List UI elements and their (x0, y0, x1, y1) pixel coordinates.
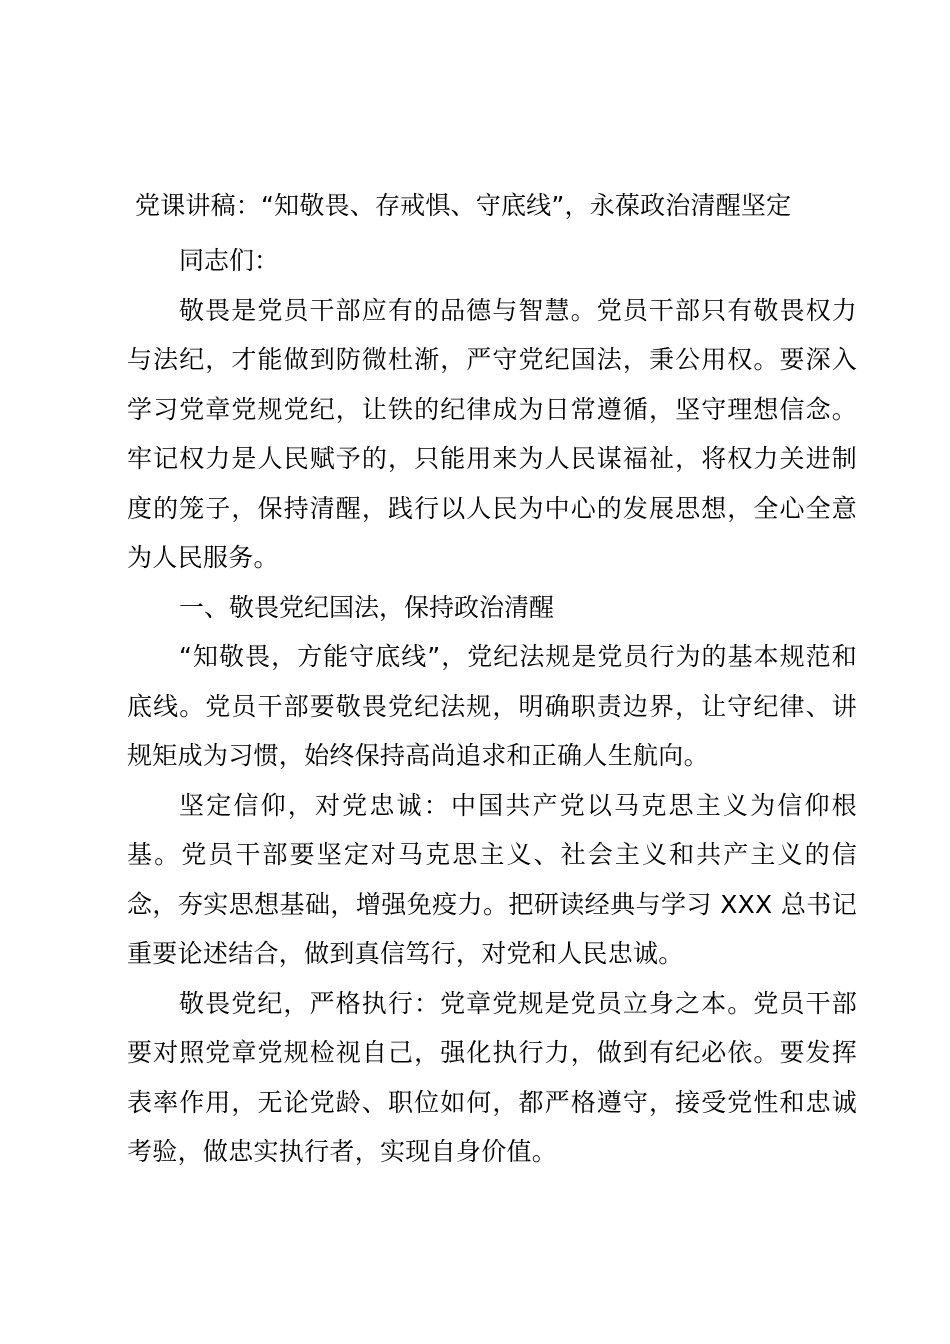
paragraph-execution: 敬畏党纪，严格执行：党章党规是党员立身之本。党员干部要对照党章党规检视自己，强化执行力，做到有纪必依。要发挥表率作用，无论党龄、职位如何，都严格遵守，接受党性和忠诚考验，做忠实执行者，实现自身价值。 (127, 988, 857, 1166)
section-heading: 一、敬畏党纪国法，保持政治清醒 (179, 592, 555, 622)
paragraph-discipline: “知敬畏，方能守底线”，党纪法规是党员行为的基本规范和底线。党员干部要敬畏党纪法规，明确职责边界，让守纪律、讲规矩成为习惯，始终保持高尚追求和正确人生航向。 (127, 642, 857, 770)
paragraph-intro: 敬畏是党员干部应有的品德与智慧。党员干部只有敬畏权力与法纪，才能做到防微杜渐，严守党纪国法，秉公用权。要深入学习党章党规党纪，让铁的纪律成为日常遵循，坚守理想信念。牢记权力是人民赋予的，只能用来为人民谋福祉，将权力关进制度的笼子，保持清醒，践行以人民为中心的发展思想，全心全意为人民服务。 (127, 295, 857, 572)
document-title: 党课讲稿：“知敬畏、存戒惧、守底线”，永葆政治清醒坚定 (135, 191, 792, 220)
salutation: 同志们： (179, 246, 280, 275)
paragraph-faith: 坚定信仰，对党忠诚：中国共产党以马克思主义为信仰根基。党员干部要坚定对马克思主义、社会主义和共产主义的信念，夯实思想基础，增强免疫力。把研读经典与学习 XXX 总书记重要论述结合，做到真信笃行，对党和人民忠诚。 (127, 790, 857, 968)
document-body (127, 236, 857, 1177)
